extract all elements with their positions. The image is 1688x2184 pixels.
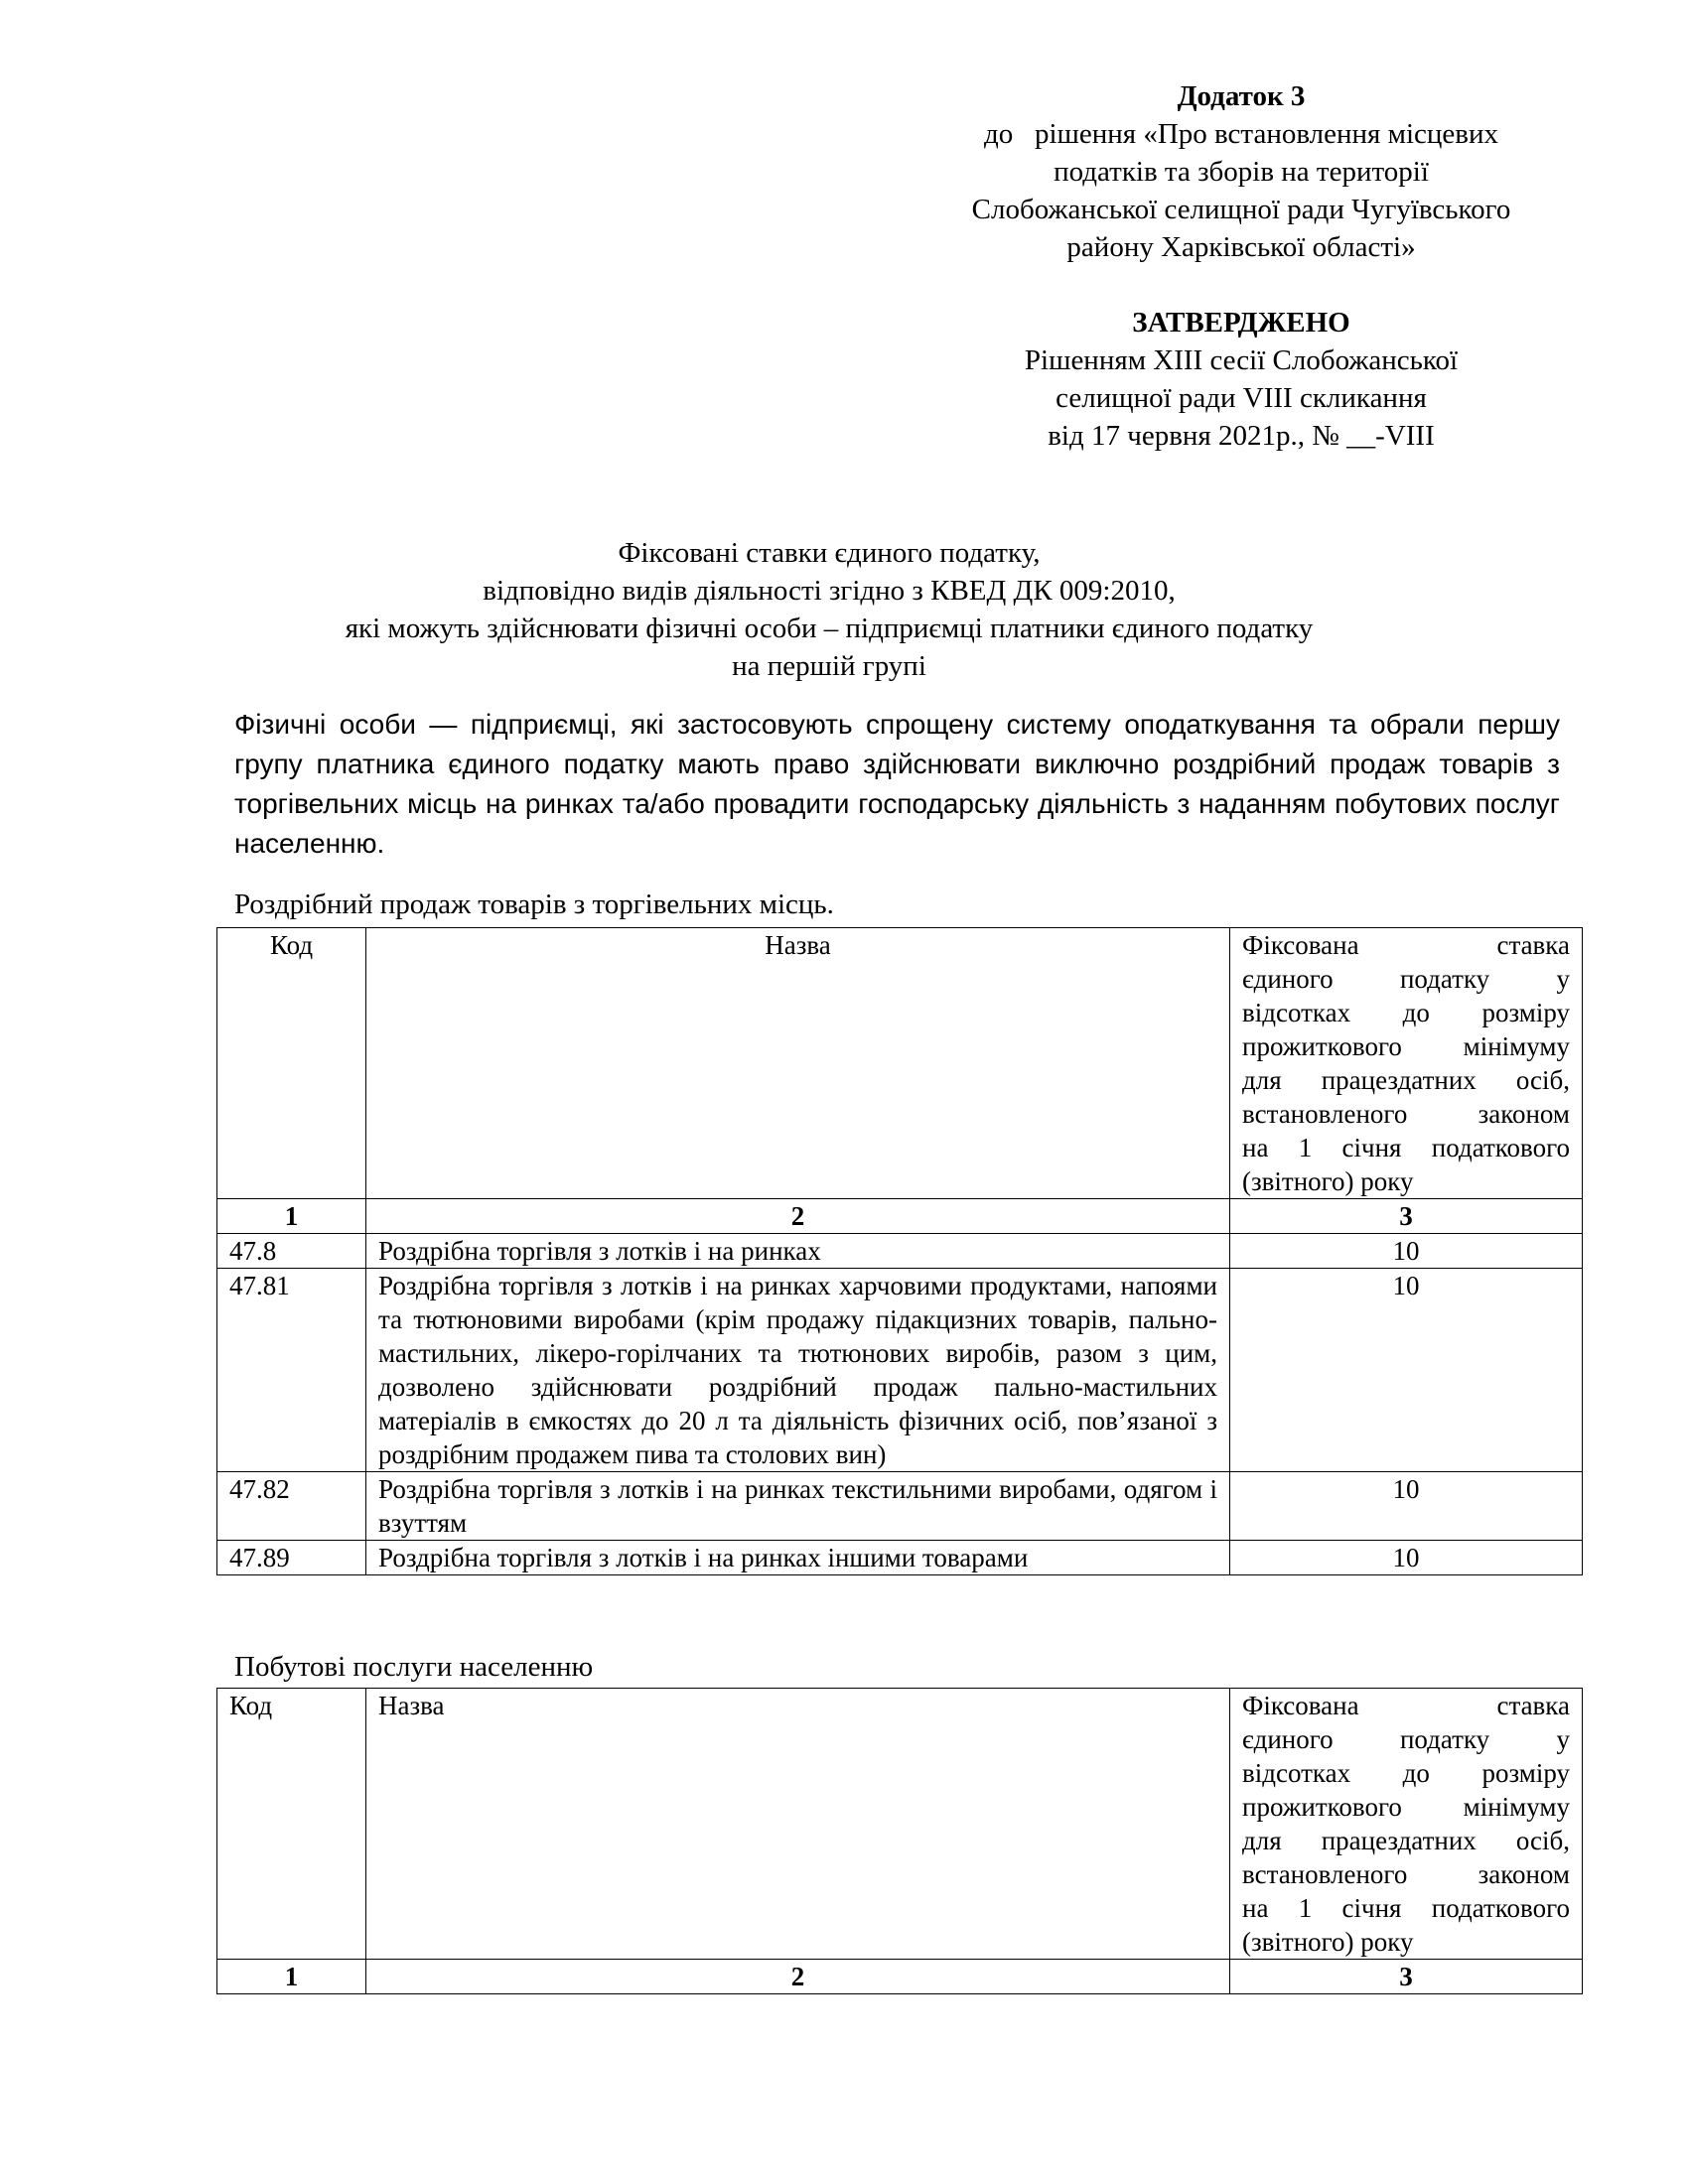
title-line: на першій групі: [732, 650, 926, 682]
title-line: Фіксовані ставки єдиного податку,: [618, 537, 1041, 569]
title-line: відповідно видів діяльності згідно з КВЕД ДК 009:2010,: [483, 575, 1176, 607]
rate-header-line: для працездатних осіб,: [1242, 1826, 1570, 1855]
rate-header-line: прожиткового мінімуму: [1242, 1031, 1570, 1061]
intro-paragraph: Фізичні особи — підприємці, які застосовують спрощену систему оподаткування та обрали першу групу платника єдиного податку мають право здійснювати виключно роздрібний продаж товарів з торгівельних місць на ринках та/або провадити господарську діяльність з наданням побутових послуг населенню.: [234, 709, 1560, 859]
column-header-code: Код: [217, 928, 366, 1199]
appendix-title: Додаток 3: [1177, 80, 1306, 112]
column-number-row: [217, 1960, 1583, 1994]
retail-rates-table: [216, 927, 1583, 1575]
rate-header-line: для працездатних осіб,: [1242, 1065, 1570, 1095]
column-number: 2: [366, 1960, 1230, 1994]
activity-name: Роздрібна торгівля з лотків і на ринках іншими товарами: [366, 1541, 1230, 1575]
table-header-row: [217, 928, 1583, 1199]
activity-name: Роздрібна торгівля з лотків і на ринках: [366, 1234, 1230, 1269]
activity-code: 47.89: [217, 1541, 366, 1575]
tax-rate: 10: [1230, 1541, 1583, 1575]
household-services-table: [216, 1688, 1583, 1994]
rate-header-line: (звітного) року: [1242, 1166, 1414, 1196]
column-number: 3: [1230, 1960, 1583, 1994]
rate-header-line: встановленого законом: [1242, 1099, 1570, 1129]
table-row: [217, 1541, 1583, 1575]
rate-header-line: відсотках до розміру: [1242, 1758, 1570, 1788]
column-header-name: Назва: [366, 1689, 1230, 1960]
tax-rate: 10: [1230, 1472, 1583, 1541]
column-number: 2: [366, 1199, 1230, 1234]
activity-name: Роздрібна торгівля з лотків і на ринках текстильними виробами, одягом і взуттям: [366, 1472, 1230, 1541]
tax-rate: 10: [1230, 1234, 1583, 1269]
rate-header-line: єдиного податку у: [1242, 964, 1570, 994]
rate-header-line: (звітного) року: [1242, 1927, 1414, 1957]
table-header-row: [217, 1689, 1583, 1960]
activity-code: 47.82: [217, 1472, 366, 1541]
rate-header-line: відсотках до розміру: [1242, 998, 1570, 1027]
approval-title: ЗАТВЕРДЖЕНО: [1132, 307, 1350, 339]
activity-code: 47.8: [217, 1234, 366, 1269]
column-header-code: Код: [217, 1689, 366, 1960]
rate-header-line: Фіксована ставка: [1242, 930, 1570, 960]
column-number-row: [217, 1199, 1583, 1234]
section-label-household-services: Побутові послуги населенню: [234, 1651, 594, 1683]
column-header-name: Назва: [366, 928, 1230, 1199]
column-header-rate: [1230, 928, 1583, 1199]
column-number: 1: [217, 1960, 366, 1994]
rate-header-line: Фіксована ставка: [1242, 1691, 1570, 1720]
approval-line: Рішенням XIII сесії Слобожанської: [1024, 344, 1459, 376]
document-title: [223, 534, 1435, 685]
tax-rate: 10: [1230, 1269, 1583, 1472]
activity-name: Роздрібна торгівля з лотків і на ринках харчовими продуктами, напоями та тютюновими виробами (крім продажу підакцизних товарів, пально-мастильних, лікеро-горілчаних та тютюнових виробів, разом з цим, дозволено здійснювати роздрібний продаж пально-мастильних матеріалів в ємкостях до 20 л та діяльність фізичних осіб, пов’язаної з роздрібним продажем пива та столових вин): [366, 1269, 1230, 1472]
appendix-line: Слобожанської селищної ради Чугуївського: [971, 194, 1511, 225]
appendix-header: [894, 77, 1589, 266]
approval-line: від 17 червня 2021р., № __-VIII: [1048, 420, 1435, 452]
approval-block: [894, 304, 1589, 455]
table-row: [217, 1269, 1583, 1472]
appendix-line: до рішення «Про встановлення місцевих: [983, 118, 1499, 150]
rate-header-line: єдиного податку у: [1242, 1724, 1570, 1754]
rate-header-line: встановленого законом: [1242, 1859, 1570, 1889]
column-number: 3: [1230, 1199, 1583, 1234]
column-header-rate: [1230, 1689, 1583, 1960]
activity-code: 47.81: [217, 1269, 366, 1472]
rate-header-line: на 1 січня податкового: [1242, 1893, 1570, 1923]
section-label-retail: Роздрібний продаж товарів з торгівельних місць.: [234, 888, 834, 920]
rate-header-line: прожиткового мінімуму: [1242, 1792, 1570, 1822]
rate-header-line: на 1 січня податкового: [1242, 1133, 1570, 1162]
table-row: [217, 1472, 1583, 1541]
title-line: які можуть здійснювати фізичні особи – підприємці платники єдиного податку: [345, 613, 1314, 644]
approval-line: селищної ради VIII скликання: [1055, 382, 1427, 414]
table-row: [217, 1234, 1583, 1269]
appendix-line: податків та зборів на території: [1054, 156, 1429, 188]
column-number: 1: [217, 1199, 366, 1234]
appendix-line: району Харківської області»: [1066, 231, 1416, 263]
